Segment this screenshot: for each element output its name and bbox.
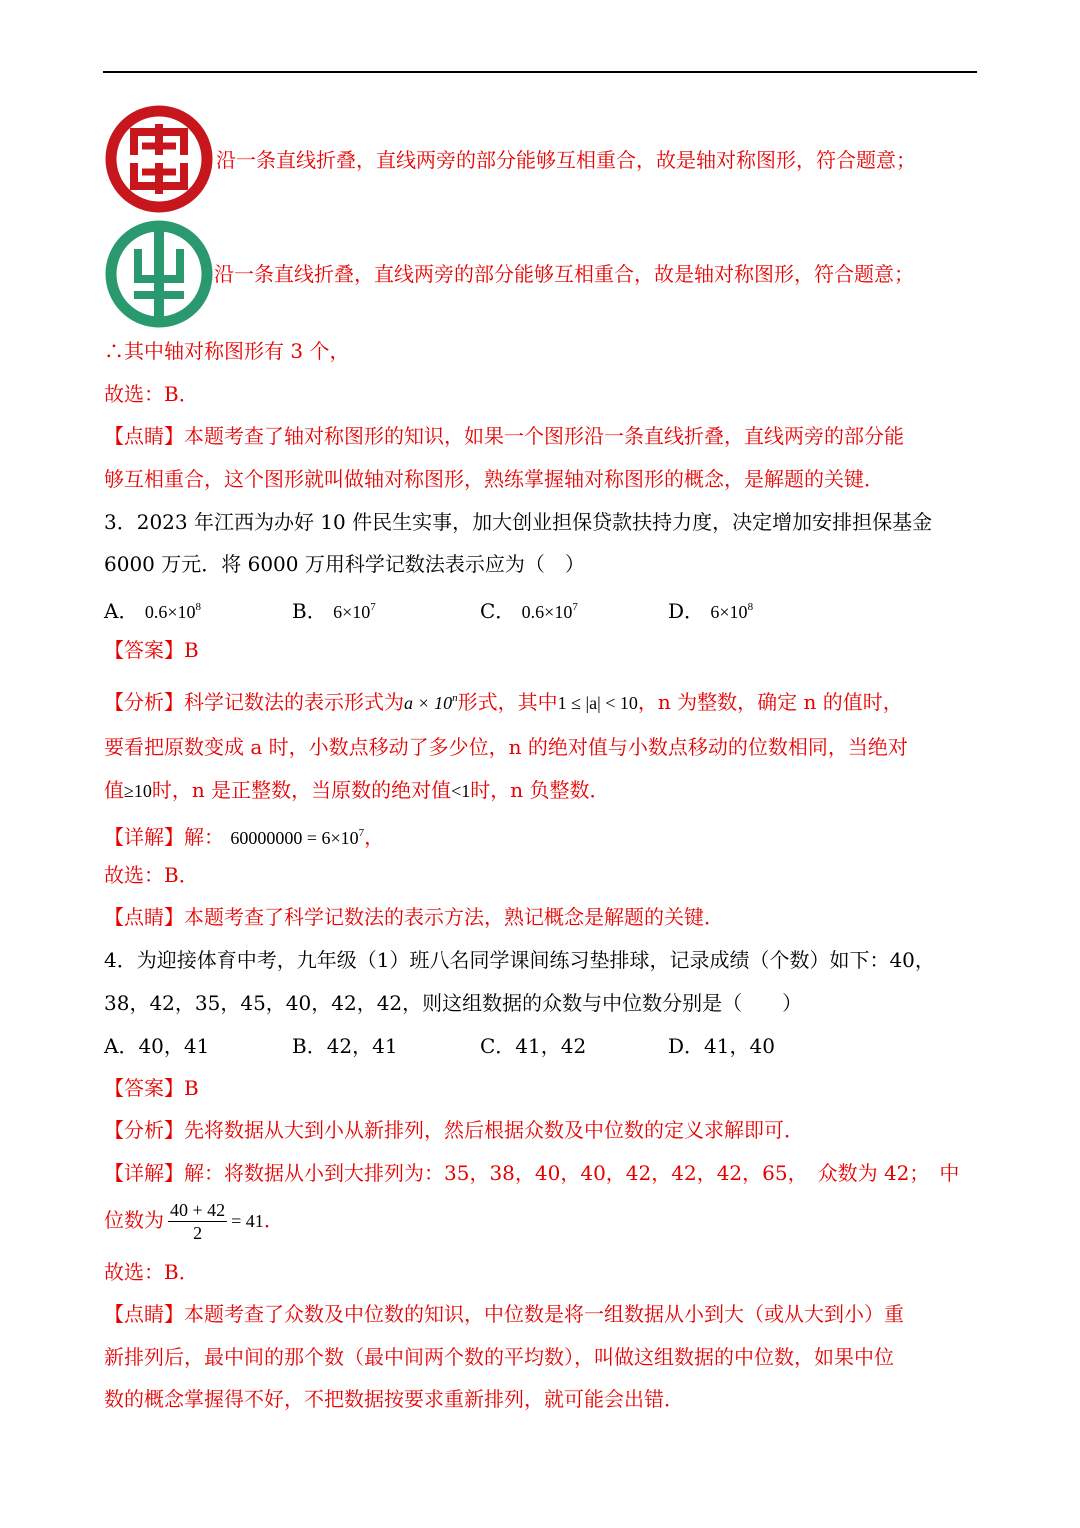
option-coef: 0.6×10	[144, 602, 196, 622]
option-coef: 0.6×10	[521, 602, 573, 622]
option-coef: 6×10	[333, 602, 371, 622]
formula: ≥10	[124, 781, 152, 801]
fraction-denominator: 2	[193, 1223, 203, 1243]
q4-option-b: B．42，41	[292, 1034, 398, 1058]
q3-option-c	[480, 593, 578, 626]
header-rule	[103, 71, 977, 73]
option-exp: 7	[370, 601, 376, 613]
q2-dianjing-line-2: 够互相重合，这个图形就叫做轴对称图形，熟练掌握轴对称图形的概念，是解题的关键．	[104, 467, 884, 491]
q3-analysis-line-3	[104, 776, 610, 805]
logo-2-text: 沿一条直线折叠，直线两旁的部分能够互相重合，故是轴对称图形，符合题意；	[214, 262, 914, 286]
analysis-suffix: ，n 为整数，确定 n 的值时，	[637, 690, 903, 714]
q3-stem-line-2: 6000 万元．将 6000 万用科学记数法表示应为（ ）	[104, 552, 585, 576]
q3-dianjing: 【点睛】本题考查了科学记数法的表示方法，熟记概念是解题的关键．	[104, 905, 724, 929]
option-coef: 6×10	[710, 602, 748, 622]
option-label: A．	[104, 599, 139, 623]
icbc-logo-icon	[104, 104, 214, 214]
detail-prefix: 【详解】解：	[104, 825, 224, 849]
median-fraction	[168, 1199, 227, 1244]
formula-base: 60000000 = 6×10	[230, 828, 359, 848]
fraction-numerator: 40 + 42	[170, 1200, 226, 1220]
q4-detail-line-1: 【详解】解：将数据从小到大排列为：35，38，40，40，42，42，42，65， 众数为 42； 中	[104, 1161, 960, 1185]
q3-option-b	[292, 593, 376, 626]
q2-choice: 故选：B．	[104, 382, 199, 406]
q4-dianjing-line-2: 新排列后，最中间的那个数（最中间两个数的平均数），叫做这组数据的中位数，如果中位	[104, 1345, 894, 1369]
analysis-mid: 形式，其中	[457, 690, 558, 714]
option-label: B．	[292, 599, 327, 623]
q4-option-d: D．41，40	[668, 1034, 775, 1058]
q3-choice: 故选：B．	[104, 863, 199, 887]
formula-exp: n	[452, 692, 458, 704]
conclusion-text: ∴其中轴对称图形有 3 个，	[104, 339, 350, 363]
formula-a-times-10n	[404, 693, 458, 713]
q4-option-a: A．40，41	[104, 1034, 210, 1058]
text: 时，n 是正整数，当原数的绝对值	[151, 778, 452, 802]
text: 时，n 负整数．	[470, 778, 610, 802]
abc-logo-icon	[104, 219, 214, 329]
option-exp: 8	[747, 601, 754, 613]
detail-formula	[230, 828, 364, 848]
q3-answer: 【答案】B	[104, 638, 199, 662]
option-exp: 7	[572, 601, 578, 613]
text: ，	[364, 825, 385, 849]
q4-option-c: C．41，42	[480, 1034, 587, 1058]
q3-option-a	[104, 593, 201, 626]
q4-stem-line-2: 38，42，35，45，40，42，42，则这组数据的众数与中位数分别是（ ）	[104, 991, 803, 1015]
q3-analysis-line-1	[104, 684, 903, 717]
analysis-prefix: 【分析】科学记数法的表示形式为	[104, 690, 404, 714]
q4-analysis: 【分析】先将数据从大到小从新排列，然后根据众数及中位数的定义求解即可．	[104, 1118, 804, 1142]
logo-1-text: 沿一条直线折叠，直线两旁的部分能够互相重合，故是轴对称图形，符合题意；	[216, 148, 916, 172]
q4-answer: 【答案】B	[104, 1076, 199, 1100]
q3-option-d	[668, 593, 753, 626]
option-exp: 8	[195, 601, 201, 613]
formula-base: a × 10	[404, 693, 453, 713]
formula-exp: 7	[358, 827, 365, 839]
q3-detail	[104, 819, 384, 852]
q4-detail-line-2	[104, 1196, 284, 1245]
formula: = 41	[231, 1211, 264, 1231]
q4-dianjing-line-1: 【点睛】本题考查了众数及中位数的知识，中位数是将一组数据从小到大（或从大到小）重	[104, 1302, 904, 1326]
range-formula: 1 ≤ |a| < 10	[557, 693, 638, 713]
q4-choice: 故选：B．	[104, 1260, 199, 1284]
text: 位数为	[104, 1208, 164, 1232]
q4-dianjing-line-3: 数的概念掌握得不好，不把数据按要求重新排列，就可能会出错．	[104, 1387, 684, 1411]
q4-stem-line-1: 4．为迎接体育中考，九年级（1）班八名同学课间练习垫排球，记录成绩（个数）如下：40，	[104, 948, 935, 972]
formula: <1	[451, 781, 471, 801]
text: ．	[263, 1208, 284, 1232]
option-label: D．	[668, 599, 705, 623]
q2-dianjing-line-1: 【点睛】本题考查了轴对称图形的知识，如果一个图形沿一条直线折叠，直线两旁的部分能	[104, 424, 904, 448]
q3-stem-line-1: 3．2023 年江西为办好 10 件民生实事，加大创业担保贷款扶持力度，决定增加安排担保基金	[104, 510, 933, 534]
text: 值	[104, 778, 124, 802]
option-label: C．	[480, 599, 516, 623]
q3-analysis-line-2: 要看把原数变成 a 时，小数点移动了多少位，n 的绝对值与小数点移动的位数相同，当绝对	[104, 735, 908, 759]
